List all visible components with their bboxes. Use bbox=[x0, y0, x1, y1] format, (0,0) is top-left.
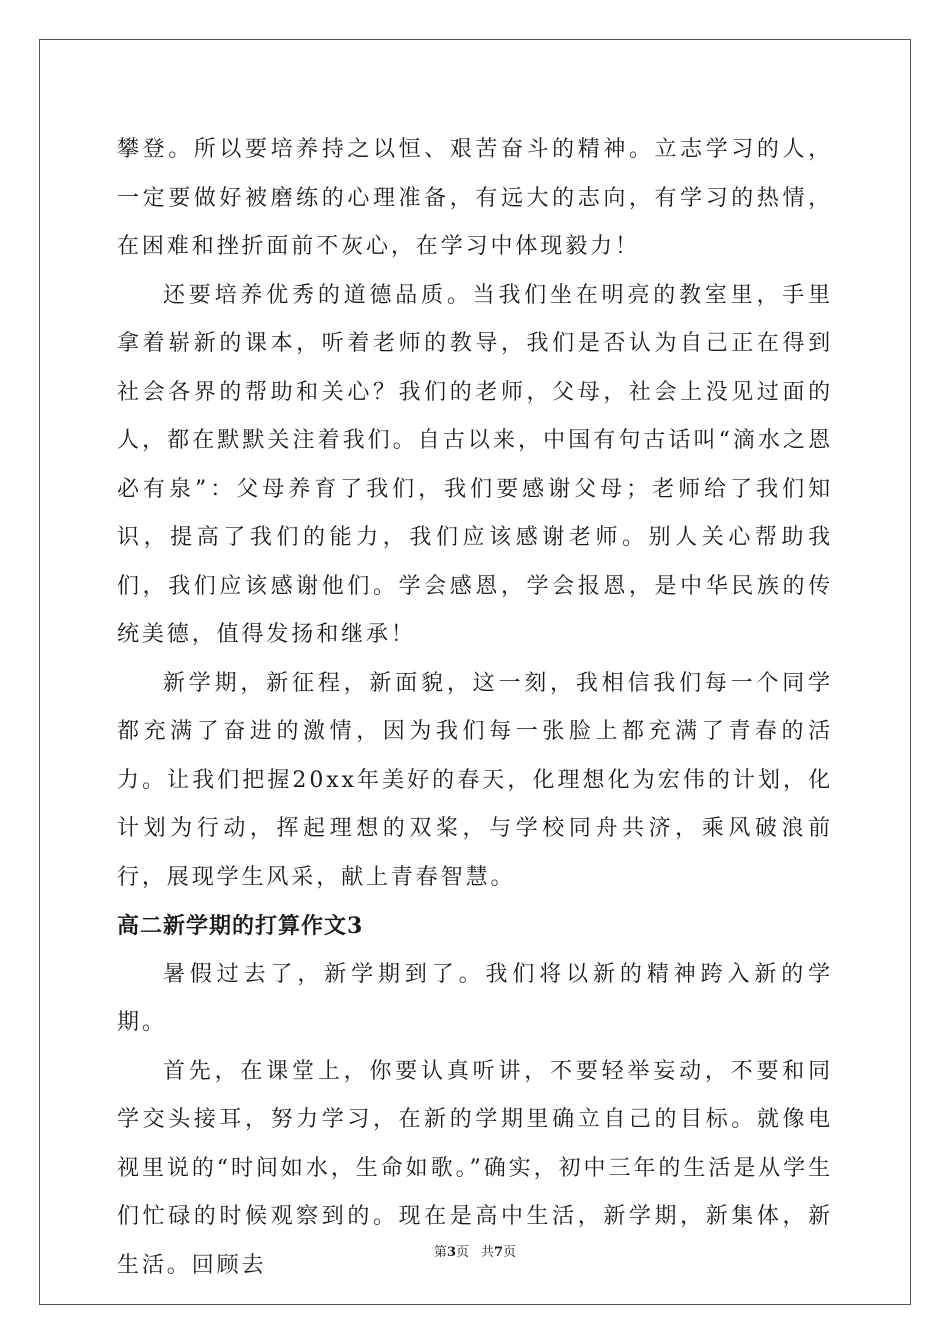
page-suffix: 页 bbox=[455, 1245, 469, 1260]
current-page-number: 3 bbox=[446, 1245, 456, 1260]
paragraph-2: 还要培养优秀的道德品质。当我们坐在明亮的教室里，手里拿着崭新的课本，听着老师的教导，我们是否认为自己正在得到社会各界的帮助和关心？我们的老师，父母，社会上没见过面的人，都在默默关注着我们。自古以来，中国有句古话叫“滴水之恩必有泉”：父母养育了我们，我们要感谢父母；老师给了我们知识，提高了我们的能力，我们应该感谢老师。别人关心帮助我们，我们应该感谢他们。学会感恩，学会报恩，是中华民族的传统美德，值得发扬和继承！ bbox=[117, 282, 833, 647]
total-pages-label bbox=[481, 1245, 516, 1260]
paragraph-5: 首先，在课堂上，你要认真听讲，不要轻举妄动，不要和同学交头接耳，努力学习，在新的学期里确立自己的目标。就像电视里说的“时间如水，生命如歌。”确实，初中三年的生活是从学生们忙碌的时候观察到的。现在是高中生活，新学期，新集体，新生活。回顾去 bbox=[117, 1058, 833, 1278]
page-number-label bbox=[434, 1245, 469, 1260]
paragraph-4: 暑假过去了，新学期到了。我们将以新的精神跨入新的学期。 bbox=[117, 961, 833, 1035]
document-body bbox=[117, 126, 833, 1290]
page-footer bbox=[0, 1243, 950, 1263]
total-page-number: 7 bbox=[494, 1245, 504, 1260]
section-heading: 高二新学期的打算作文3 bbox=[117, 913, 364, 939]
paragraph-3: 新学期，新征程，新面貌，这一刻，我相信我们每一个同学都充满了奋进的激情，因为我们每一张脸上都充满了青春的活力。让我们把握20xx年美好的春天，化理想化为宏伟的计划，化计划为行动，挥起理想的双桨，与学校同舟共济，乘风破浪前行，展现学生风采，献上青春智慧。 bbox=[117, 670, 833, 890]
total-suffix: 页 bbox=[503, 1245, 517, 1260]
page-prefix: 第 bbox=[433, 1245, 447, 1260]
paragraph-1: 攀登。所以要培养持之以恒、艰苦奋斗的精神。立志学习的人，一定要做好被磨练的心理准备，有远大的志向，有学习的热情，在困难和挫折面前不灰心，在学习中体现毅力！ bbox=[117, 137, 833, 259]
total-prefix: 共 bbox=[481, 1245, 495, 1260]
